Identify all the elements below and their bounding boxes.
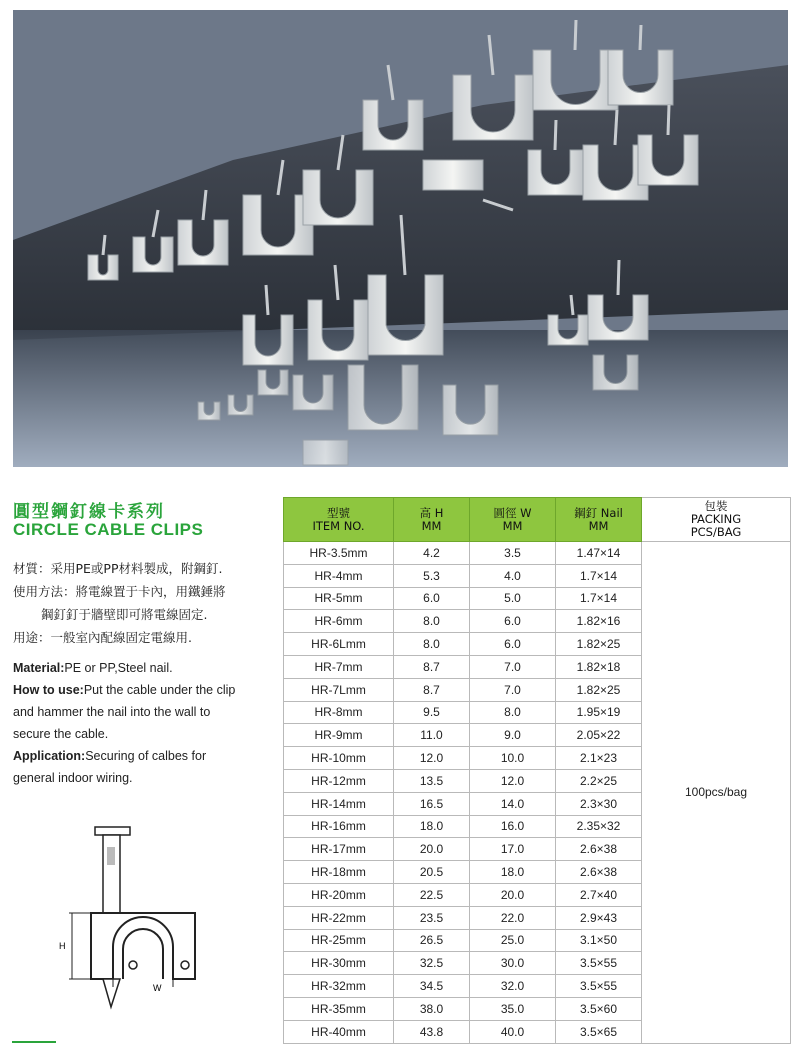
cell-item: HR-5mm bbox=[284, 587, 394, 610]
cell-width: 7.0 bbox=[470, 655, 556, 678]
cell-nail: 3.1×50 bbox=[556, 929, 642, 952]
cell-height: 8.7 bbox=[394, 655, 470, 678]
cell-nail: 2.35×32 bbox=[556, 815, 642, 838]
cell-item: HR-17mm bbox=[284, 838, 394, 861]
cell-width: 32.0 bbox=[470, 975, 556, 998]
cell-width: 25.0 bbox=[470, 929, 556, 952]
table-row bbox=[284, 542, 791, 565]
cell-width: 14.0 bbox=[470, 792, 556, 815]
cell-height: 11.0 bbox=[394, 724, 470, 747]
nail-shine bbox=[107, 847, 115, 865]
cell-height: 8.0 bbox=[394, 610, 470, 633]
cell-nail: 2.6×38 bbox=[556, 838, 642, 861]
title-english: CIRCLE CABLE CLIPS bbox=[13, 520, 204, 539]
cell-item: HR-22mm bbox=[284, 906, 394, 929]
cell-width: 22.0 bbox=[470, 906, 556, 929]
cell-item: HR-20mm bbox=[284, 883, 394, 906]
cell-nail: 3.5×55 bbox=[556, 952, 642, 975]
cell-width: 16.0 bbox=[470, 815, 556, 838]
cell-nail: 1.82×18 bbox=[556, 655, 642, 678]
product-photo bbox=[13, 10, 788, 467]
cell-item: HR-9mm bbox=[284, 724, 394, 747]
cell-nail: 3.5×65 bbox=[556, 1020, 642, 1043]
cell-nail: 1.47×14 bbox=[556, 542, 642, 565]
cell-item: HR-8mm bbox=[284, 701, 394, 724]
header-nail-cn: 鋼釘 Nail bbox=[574, 505, 623, 520]
header-height bbox=[394, 498, 470, 542]
cell-item: HR-7Lmm bbox=[284, 678, 394, 701]
cell-width: 17.0 bbox=[470, 838, 556, 861]
cell-item: HR-6Lmm bbox=[284, 633, 394, 656]
cell-height: 6.0 bbox=[394, 587, 470, 610]
spec-table bbox=[283, 497, 791, 1044]
cell-width: 20.0 bbox=[470, 883, 556, 906]
cell-height: 12.0 bbox=[394, 747, 470, 770]
cell-nail: 3.5×60 bbox=[556, 997, 642, 1020]
cell-height: 26.5 bbox=[394, 929, 470, 952]
howto-text-2: and hammer the nail into the wall to bbox=[13, 705, 211, 719]
cell-width: 18.0 bbox=[470, 861, 556, 884]
header-item-cn: 型號 bbox=[327, 505, 350, 520]
cell-nail: 1.82×25 bbox=[556, 633, 642, 656]
header-nail-unit: MM bbox=[588, 518, 609, 533]
header-packing-en1: PACKING bbox=[690, 512, 742, 526]
cell-height: 8.7 bbox=[394, 678, 470, 701]
cell-item: HR-18mm bbox=[284, 861, 394, 884]
description-english bbox=[13, 657, 263, 789]
cell-width: 30.0 bbox=[470, 952, 556, 975]
cell-nail: 1.82×16 bbox=[556, 610, 642, 633]
cell-width: 3.5 bbox=[470, 542, 556, 565]
cell-item: HR-30mm bbox=[284, 952, 394, 975]
cell-height: 5.3 bbox=[394, 564, 470, 587]
cell-item: HR-14mm bbox=[284, 792, 394, 815]
cell-width: 10.0 bbox=[470, 747, 556, 770]
cell-height: 23.5 bbox=[394, 906, 470, 929]
cell-width: 6.0 bbox=[470, 633, 556, 656]
header-packing bbox=[642, 498, 791, 542]
cell-height: 13.5 bbox=[394, 769, 470, 792]
application-text-1: Securing of calbes for bbox=[85, 749, 207, 763]
cell-item: HR-10mm bbox=[284, 747, 394, 770]
cell-height: 9.5 bbox=[394, 701, 470, 724]
howto-label: How to use: bbox=[13, 683, 84, 697]
cell-nail: 2.05×22 bbox=[556, 724, 642, 747]
header-h-cn: 高 H bbox=[419, 505, 444, 520]
header-nail bbox=[556, 498, 642, 542]
cell-width: 6.0 bbox=[470, 610, 556, 633]
application-text-2: general indoor wiring. bbox=[13, 771, 133, 785]
cell-nail: 2.2×25 bbox=[556, 769, 642, 792]
howto-text-3: secure the cable. bbox=[13, 727, 109, 741]
cell-item: HR-7mm bbox=[284, 655, 394, 678]
header-item bbox=[284, 498, 394, 542]
cell-height: 34.5 bbox=[394, 975, 470, 998]
cable-clips-photo-illustration bbox=[13, 10, 788, 467]
description-chinese bbox=[13, 557, 273, 649]
cell-height: 8.0 bbox=[394, 633, 470, 656]
cell-height: 38.0 bbox=[394, 997, 470, 1020]
cell-nail: 1.82×25 bbox=[556, 678, 642, 701]
cell-nail: 1.7×14 bbox=[556, 587, 642, 610]
material-text: PE or PP,Steel nail. bbox=[64, 661, 173, 675]
title-chinese: 圓型鋼釘線卡系列 bbox=[13, 502, 165, 522]
header-w-unit: MM bbox=[502, 518, 523, 533]
cell-nail: 1.95×19 bbox=[556, 701, 642, 724]
header-w-cn: 圓徑 W bbox=[493, 505, 532, 520]
cell-item: HR-32mm bbox=[284, 975, 394, 998]
spec-table-body bbox=[284, 542, 791, 1044]
cell-width: 7.0 bbox=[470, 678, 556, 701]
material-en bbox=[13, 657, 263, 679]
cell-height: 20.0 bbox=[394, 838, 470, 861]
usage-cn-line1: 使用方法：將電線置于卡內，用鐵錘將 bbox=[13, 584, 226, 599]
cell-width: 8.0 bbox=[470, 701, 556, 724]
cell-nail: 2.6×38 bbox=[556, 861, 642, 884]
cell-nail: 2.7×40 bbox=[556, 883, 642, 906]
usage-cn-line2: 鋼釘釘于牆壁即可將電線固定. bbox=[41, 607, 208, 622]
header-h-unit: MM bbox=[421, 518, 442, 533]
cell-nail: 1.7×14 bbox=[556, 564, 642, 587]
cell-width: 40.0 bbox=[470, 1020, 556, 1043]
cell-item: HR-6mm bbox=[284, 610, 394, 633]
application-en bbox=[13, 745, 263, 767]
cell-height: 4.2 bbox=[394, 542, 470, 565]
table-header-row bbox=[284, 498, 791, 542]
cell-item: HR-16mm bbox=[284, 815, 394, 838]
nail-head-icon bbox=[95, 827, 130, 835]
cell-packing: 100pcs/bag bbox=[642, 542, 791, 1044]
cell-item: HR-35mm bbox=[284, 997, 394, 1020]
cell-width: 4.0 bbox=[470, 564, 556, 587]
cell-width: 12.0 bbox=[470, 769, 556, 792]
cell-item: HR-3.5mm bbox=[284, 542, 394, 565]
header-width bbox=[470, 498, 556, 542]
cell-width: 35.0 bbox=[470, 997, 556, 1020]
cell-height: 32.5 bbox=[394, 952, 470, 975]
cell-height: 16.5 bbox=[394, 792, 470, 815]
nail-shank-icon bbox=[103, 835, 120, 913]
application-cn: 用途：一般室內配線固定電線用. bbox=[13, 630, 192, 645]
cell-item: HR-40mm bbox=[284, 1020, 394, 1043]
clip-diagram bbox=[55, 815, 225, 1015]
cell-height: 18.0 bbox=[394, 815, 470, 838]
material-cn: 材質：采用PE或PP材料製成，附鋼釘. bbox=[13, 561, 223, 576]
footer-accent-line bbox=[12, 1041, 56, 1043]
cell-nail: 3.5×55 bbox=[556, 975, 642, 998]
cell-width: 5.0 bbox=[470, 587, 556, 610]
cell-item: HR-25mm bbox=[284, 929, 394, 952]
application-label: Application: bbox=[13, 749, 86, 763]
header-packing-cn: 包裝 bbox=[704, 499, 728, 513]
cell-width: 9.0 bbox=[470, 724, 556, 747]
howto-text-1: Put the cable under the clip bbox=[83, 683, 236, 697]
cell-height: 20.5 bbox=[394, 861, 470, 884]
cell-nail: 2.3×30 bbox=[556, 792, 642, 815]
nail-tip-icon bbox=[103, 979, 120, 1007]
cell-height: 22.5 bbox=[394, 883, 470, 906]
cell-nail: 2.9×43 bbox=[556, 906, 642, 929]
h-label: H bbox=[59, 941, 66, 951]
header-item-en: ITEM NO. bbox=[312, 518, 365, 533]
howto-en bbox=[13, 679, 263, 701]
cell-nail: 2.1×23 bbox=[556, 747, 642, 770]
clip-body-icon bbox=[91, 913, 195, 979]
header-packing-en2: PCS/BAG bbox=[690, 525, 742, 539]
w-label: W bbox=[153, 983, 162, 993]
cell-item: HR-12mm bbox=[284, 769, 394, 792]
cell-height: 43.8 bbox=[394, 1020, 470, 1043]
cell-item: HR-4mm bbox=[284, 564, 394, 587]
material-label: Material: bbox=[13, 661, 65, 675]
